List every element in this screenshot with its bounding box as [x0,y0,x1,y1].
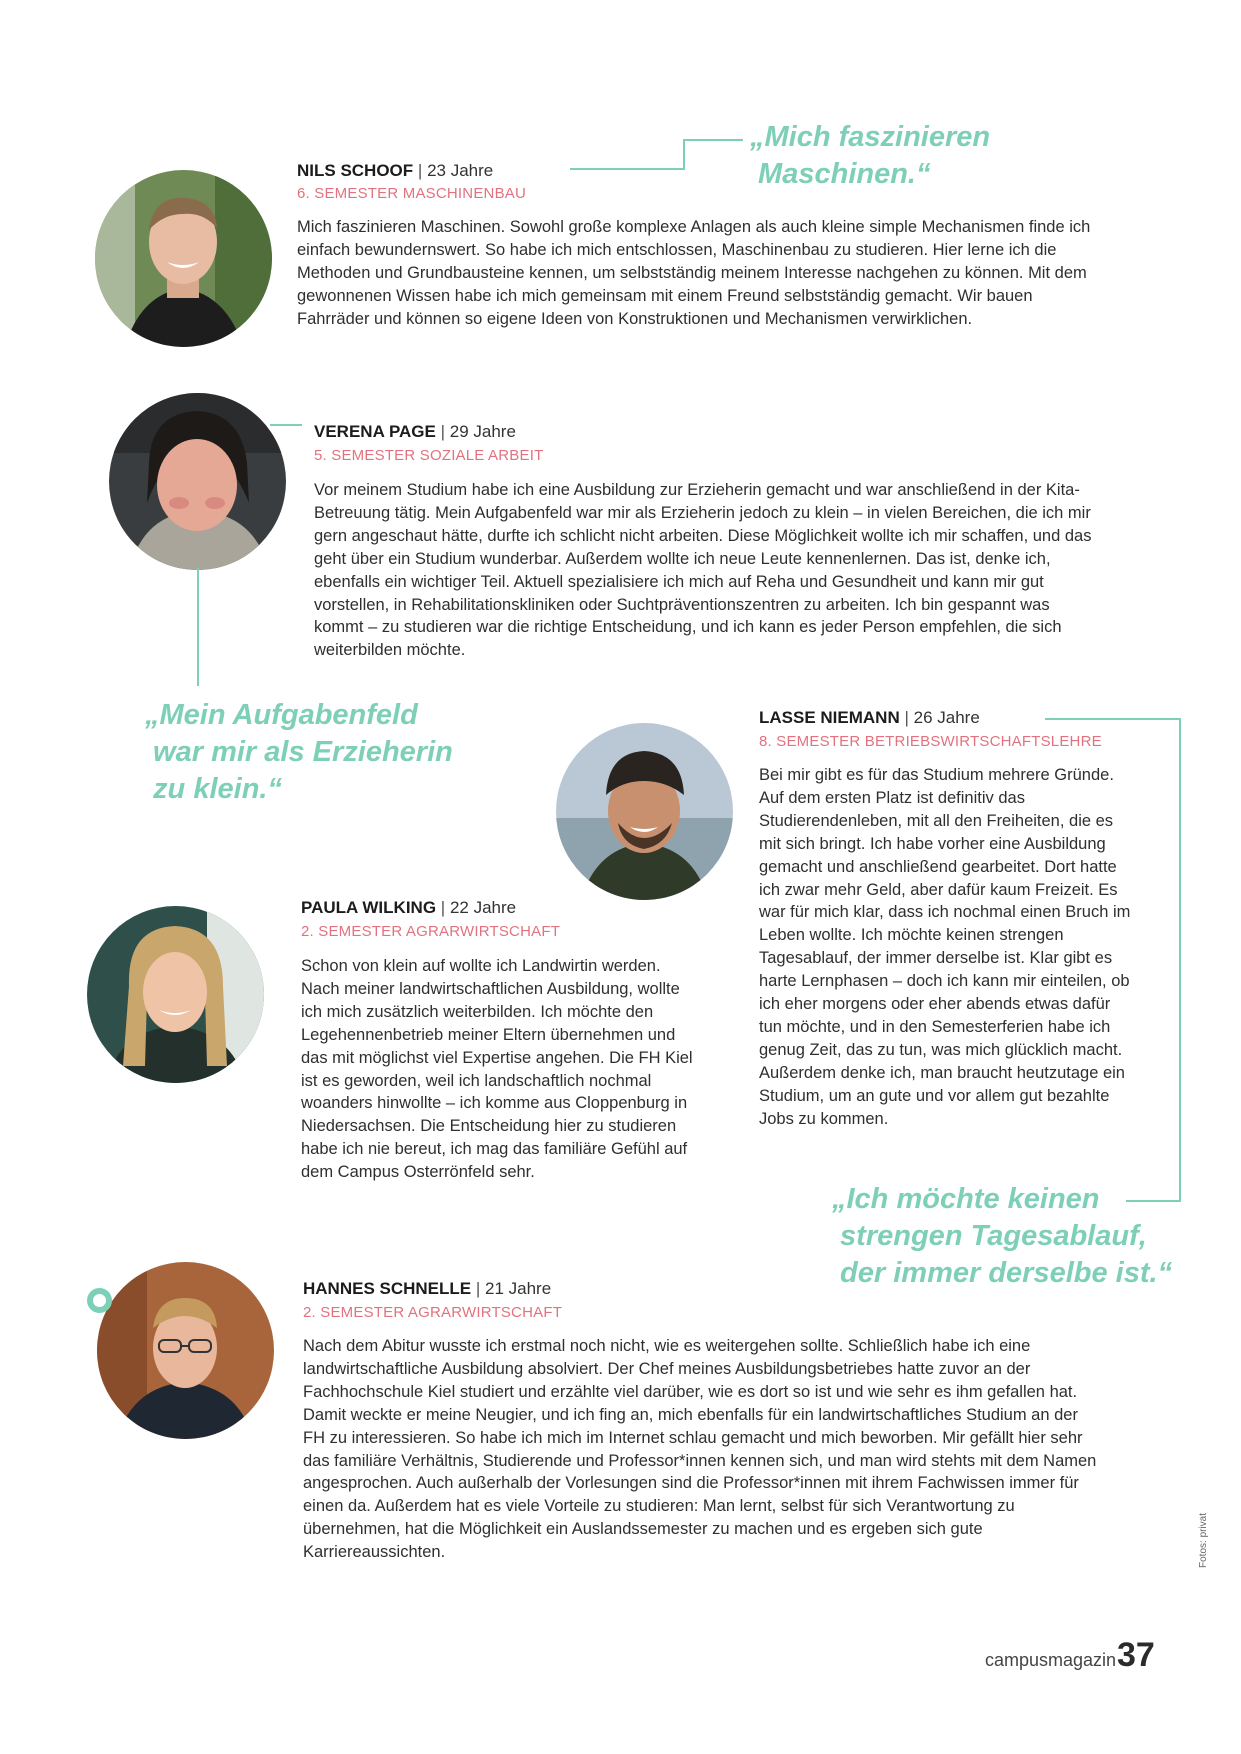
hannes-name-line [303,1278,551,1300]
paula-statement: Schon von klein auf wollte ich Landwirtin werden. Nach meiner landwirtschaftlichen Ausbildung, wollte ich mich zusätzlich weiterbilden. Ich möchte den Legehennenbetrieb meiner Eltern übernehmen und das mit möglichst viel Expertise angehen. Die FH Kiel ist es geworden, weil ich landschaftlich nochmal woanders hinwollte – ich komme aus Cloppenburg in Niedersachsen. Die Entscheidung hier zu studieren habe ich nie bereut, ich mag das familiäre Gefühl auf dem Campus Osterrönfeld sehr. [301,957,693,1182]
lasse-semester: 8. SEMESTER BETRIEBSWIRTSCHAFTSLEHRE [759,733,1102,750]
nils-semester: 6. SEMESTER MASCHINENBAU [297,185,527,202]
separator: | [440,898,446,917]
person-age: 22 Jahre [449,898,517,917]
nils-quote-connector-h1 [570,168,684,170]
nils-quote-connector-v [683,139,685,170]
lasse-statement: Bei mir gibt es für das Studium mehrere Gründe. Auf dem ersten Platz ist definitiv das Studierendenleben, mit all den Freiheiten, die es mit sich bringt. Ich habe vorher eine Ausbildung gemacht und anschließend gearbeitet. Dort hatte ich zwar mehr Geld, aber dafür kaum Freizeit. Es war für mich klar, dass ich nochmal einen Bruch im Leben wollte. Ich möchte keinen strengen Tagesablauf, der immer derselbe ist. Klar gibt es harte Lernphasen – doch ich kann mir einteilen, ob ich eher morgens oder eher abends etwas dafür tun möchte, und in den Semesterferien habe ich genug Zeit, das zu tun, was mich glücklich macht. Außerdem denke ich, man braucht heutzutage ein Studium, um an gute und vor allem gut bezahlte Jobs zu kommen. [759,766,1131,1128]
paula-name-line [301,897,516,919]
photo-credit: Fotos: privat [1198,1512,1209,1568]
paula-semester: 2. SEMESTER AGRARWIRTSCHAFT [301,923,561,940]
person-age: 21 Jahre [485,1279,552,1298]
verena-connector-top [270,424,302,426]
hannes-semester: 2. SEMESTER AGRARWIRTSCHAFT [303,1304,563,1321]
separator: | [440,422,446,441]
person-age: 29 Jahre [449,422,516,441]
person-age: 23 Jahre [427,161,494,180]
magazine-name: campusmagazin [985,1650,1117,1670]
verena-semester: 5. SEMESTER SOZIALE ARBEIT [314,447,544,464]
nils-quote-connector-h2 [683,139,743,141]
person-name: HANNES SCHNELLE [303,1279,472,1298]
separator: | [904,708,909,727]
lasse-connector-top [1045,718,1181,720]
hannes-ring-ornament [87,1288,112,1313]
separator: | [475,1279,481,1298]
person-name: VERENA PAGE [314,422,436,441]
photo-nils-schoof [95,170,272,347]
lasse-connector-right [1179,718,1181,1202]
photo-lasse-niemann [556,723,733,900]
verena-name-line [314,421,516,443]
quote-nils: „Mich faszinieren Maschinen.“ [750,121,991,190]
photo-hannes-schnelle [97,1262,274,1439]
verena-connector-down [197,568,199,686]
photo-paula-wilking [87,906,264,1083]
hannes-statement: Nach dem Abitur wusste ich erstmal noch nicht, wie es weitergehen sollte. Schließlich habe ich eine landwirtschaftliche Ausbildung absolviert. Der Chef meines Ausbildungsbetriebes hatte zuvor an der Fachhochschule Kiel studiert und erzählte viel darüber, wie es dort so ist und wie sehr es ihm gefallen hat. Damit weckte er meine Neugier, und ich fing an, mich ebenfalls für ein landwirtschaftliches Studium an der FH zu interessieren. So habe ich mich im Internet schlau gemacht und mich beworben. Mir gefällt hier sehr das familiäre Verhältnis, Studierende und Professor*innen kennen sich, und man wird stehts mit dem Namen angesprochen. Auch außerhalb der Vorlesungen sind die Professor*innen mit ihrem Fachwissen immer für einen da. Außerdem hat es viele Vorteile zu studieren: Man lernt, selbst für sich Verantwortung zu übernehmen, hat die Möglichkeit ein Auslandssemester zu machen und es ergeben sich gute Karriereaussichten. [303,1337,1097,1562]
person-name: NILS SCHOOF [297,161,414,180]
nils-name-line [297,160,493,182]
verena-statement: Vor meinem Studium habe ich eine Ausbildung zur Erzieherin gemacht und war anschließend in der Kita-Betreuung tätig. Mein Aufgabenfeld war mir als Erzieherin jedoch zu klein – in vielen Bereichen, die ich mir gern angeschaut hätte, durfte ich schlicht nicht arbeiten. Diese Möglichkeit wollte ich mir schaffen, und das geht über ein Studium wunderbar. Außerdem wollte ich neue Leute kennenlernen. Das ist, denke ich, ebenfalls ein wichtiger Teil. Aktuell spezialisiere ich mich auf Reha und Gesundheit und kann mir gut vorstellen, in Rehabilitationskliniken oder Suchtpräventionszentren zu arbeiten. Ich bin gespannt was kommt – zu studieren war die richtige Entscheidung, und ich kann es jeder Person empfehlen, die sich weiterbilden möchte. [314,481,1092,660]
person-name: LASSE NIEMANN [759,708,900,727]
photo-verena-page [109,393,286,570]
nils-statement: Mich faszinieren Maschinen. Sowohl große komplexe Anlagen als auch kleine simple Mechanismen finde ich einfach bewundernswert. So habe ich mich entschlossen, Maschinenbau zu studieren. Hier lerne ich die Methoden und Grundbausteine kennen, um selbstständig meinem Interesse nachgehen zu können. Mit dem gewonnenen Wissen habe ich mich gemeinsam mit einem Freund selbstständig gemacht. Wir bauen Fahrräder und können so eigene Ideen von Konstruktionen und Mechanismen verwirklichen. [297,218,1091,328]
person-name: PAULA WILKING [301,898,437,917]
quote-verena: „Mein Aufgabenfeld war mir als Erzieherin zu klein.“ [145,699,453,805]
page-number: 37 [1117,1636,1155,1674]
lasse-name-line [759,707,980,729]
person-age: 26 Jahre [913,708,980,727]
separator: | [417,161,423,180]
quote-lasse: „Ich möchte keinen strengen Tagesablauf, der immer derselbe ist.“ [832,1183,1173,1289]
